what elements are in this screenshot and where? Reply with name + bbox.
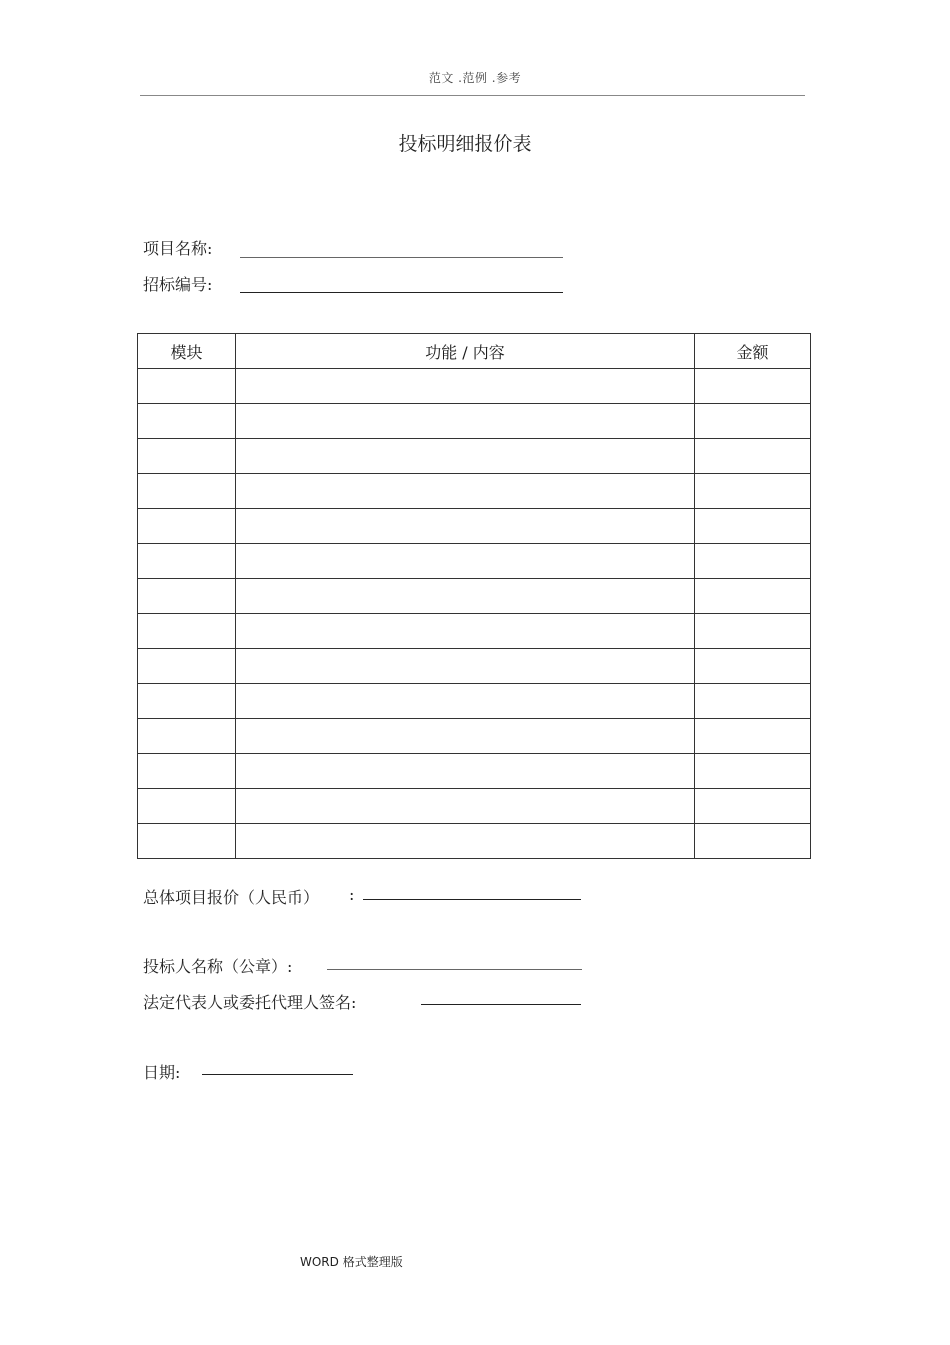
cell-content [236,509,695,544]
table-row [138,579,811,614]
column-header-amount: 金额 [695,334,811,369]
table-row [138,404,811,439]
cell-content [236,789,695,824]
representative-signature-blank [421,1004,581,1005]
cell-amount [695,439,811,474]
table-row [138,789,811,824]
cell-module [138,509,236,544]
cell-amount [695,719,811,754]
cell-content [236,369,695,404]
cell-module [138,649,236,684]
cell-amount [695,579,811,614]
tender-number-label: 招标编号: [143,275,213,294]
table-row [138,684,811,719]
cell-module [138,789,236,824]
cell-module [138,544,236,579]
cell-amount [695,509,811,544]
bidder-name-blank [327,969,582,970]
header-divider [140,95,805,96]
bidder-name-label: 投标人名称（公章）: [143,957,293,976]
cell-amount [695,474,811,509]
column-header-module: 模块 [138,334,236,369]
cell-content [236,719,695,754]
cell-amount [695,369,811,404]
cell-content [236,754,695,789]
cell-amount [695,614,811,649]
table-row [138,544,811,579]
date-blank [202,1074,353,1075]
cell-module [138,824,236,859]
table-row [138,824,811,859]
tender-number-blank [240,292,563,293]
cell-module [138,404,236,439]
table-row [138,614,811,649]
cell-module [138,719,236,754]
cell-module [138,439,236,474]
date-label: 日期: [143,1063,181,1082]
cell-amount [695,824,811,859]
cell-content [236,684,695,719]
document-title: 投标明细报价表 [398,133,532,155]
cell-amount [695,684,811,719]
cell-content [236,614,695,649]
table-row [138,369,811,404]
total-price-blank [363,899,581,900]
cell-content [236,439,695,474]
cell-amount [695,754,811,789]
cell-module [138,369,236,404]
representative-signature-label: 法定代表人或委托代理人签名: [143,993,357,1012]
total-price-label: 总体项目报价（人民币） [143,888,320,907]
cell-amount [695,544,811,579]
cell-amount [695,649,811,684]
total-price-colon: : [349,885,355,904]
table-row [138,719,811,754]
cell-module [138,614,236,649]
cell-content [236,474,695,509]
cell-content [236,579,695,614]
cell-amount [695,789,811,824]
quote-table [137,333,811,859]
cell-content [236,649,695,684]
cell-module [138,579,236,614]
table-row [138,509,811,544]
cell-module [138,684,236,719]
project-name-blank [240,257,563,258]
table-row [138,474,811,509]
table-row [138,754,811,789]
page-header: 范文 .范例 .参考 [428,71,522,85]
table-header-row [138,334,811,369]
cell-amount [695,404,811,439]
page-footer: WORD 格式整理版 [300,1255,403,1269]
table-row [138,439,811,474]
project-name-label: 项目名称: [143,239,213,258]
cell-module [138,474,236,509]
cell-module [138,754,236,789]
cell-content [236,404,695,439]
table-row [138,649,811,684]
column-header-content: 功能 / 内容 [236,334,695,369]
cell-content [236,544,695,579]
cell-content [236,824,695,859]
